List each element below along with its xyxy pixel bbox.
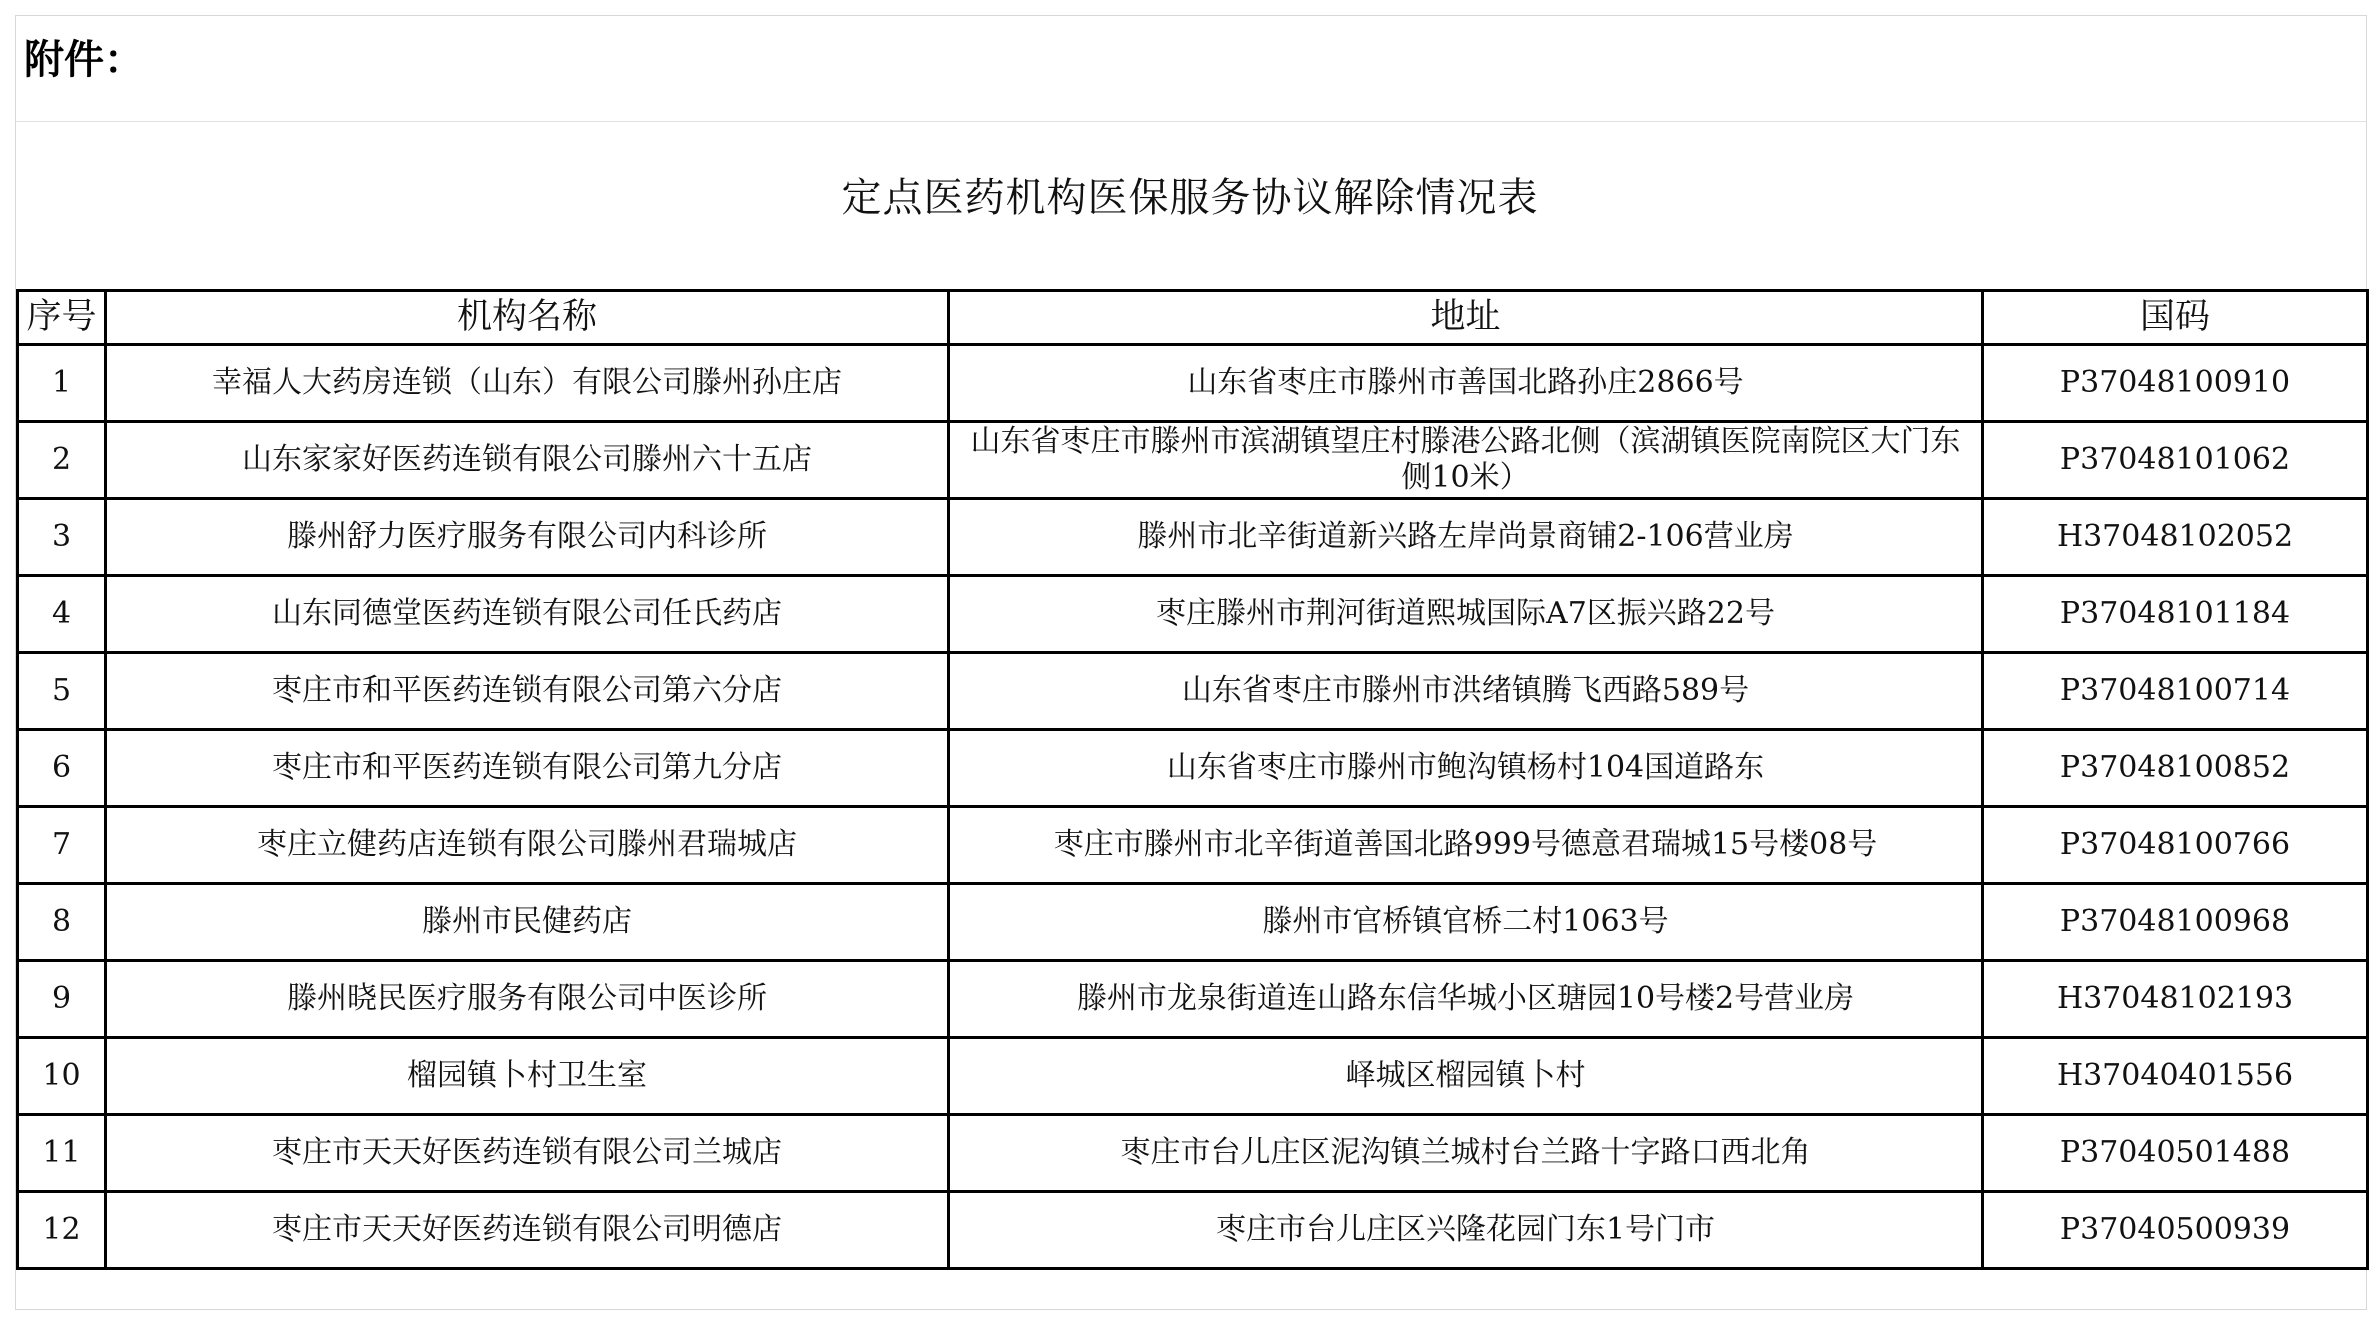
cell-code: P37048101062 [1983,422,2368,499]
cell-address: 滕州市官桥镇官桥二村1063号 [949,884,1983,961]
table-row [18,653,2368,730]
cell-name: 滕州晓民医疗服务有限公司中医诊所 [106,961,949,1038]
cell-no: 7 [18,807,106,884]
cell-address: 枣庄市台儿庄区泥沟镇兰城村台兰路十字路口西北角 [949,1115,1983,1192]
table-row [18,807,2368,884]
cell-no: 11 [18,1115,106,1192]
cell-no: 2 [18,422,106,499]
cell-address: 山东省枣庄市滕州市滨湖镇望庄村滕港公路北侧（滨湖镇医院南院区大门东侧10米） [949,422,1983,499]
header-address: 地址 [949,291,1983,345]
cell-code: P37048100910 [1983,345,2368,422]
attachment-label: 附件： [24,37,144,83]
header-row [18,291,2368,345]
cell-name: 枣庄立健药店连锁有限公司滕州君瑞城店 [106,807,949,884]
cell-name: 幸福人大药房连锁（山东）有限公司滕州孙庄店 [106,345,949,422]
cell-address: 峄城区榴园镇卜村 [949,1038,1983,1115]
cell-code: P37040500939 [1983,1192,2368,1269]
institution-table [16,289,2369,1270]
cell-address: 滕州市龙泉街道连山路东信华城小区瑭园10号楼2号营业房 [949,961,1983,1038]
header-name: 机构名称 [106,291,949,345]
cell-name: 滕州舒力医疗服务有限公司内科诊所 [106,499,949,576]
cell-no: 4 [18,576,106,653]
cell-no: 12 [18,1192,106,1269]
cell-code: P37048100968 [1983,884,2368,961]
table-row [18,499,2368,576]
cell-no: 10 [18,1038,106,1115]
table-header [18,291,2368,345]
header-no: 序号 [18,291,106,345]
cell-no: 3 [18,499,106,576]
cell-address: 山东省枣庄市滕州市鲍沟镇杨村104国道路东 [949,730,1983,807]
cell-name: 枣庄市天天好医药连锁有限公司兰城店 [106,1115,949,1192]
document-title: 定点医药机构医保服务协议解除情况表 [841,175,1539,221]
table-row [18,730,2368,807]
cell-address: 滕州市北辛街道新兴路左岸尚景商铺2-106营业房 [949,499,1983,576]
cell-name: 枣庄市和平医药连锁有限公司第六分店 [106,653,949,730]
table-body [18,345,2368,1269]
cell-name: 枣庄市和平医药连锁有限公司第九分店 [106,730,949,807]
cell-name: 山东家家好医药连锁有限公司滕州六十五店 [106,422,949,499]
header-code: 国码 [1983,291,2368,345]
table-row [18,422,2368,499]
cell-no: 5 [18,653,106,730]
cell-address: 山东省枣庄市滕州市洪绪镇腾飞西路589号 [949,653,1983,730]
table-row [18,1038,2368,1115]
table-row [18,1192,2368,1269]
cell-code: P37048100852 [1983,730,2368,807]
table-row [18,1115,2368,1192]
cell-address: 枣庄市滕州市北辛街道善国北路999号德意君瑞城15号楼08号 [949,807,1983,884]
cell-name: 山东同德堂医药连锁有限公司任氏药店 [106,576,949,653]
cell-no: 8 [18,884,106,961]
cell-code: P37048100714 [1983,653,2368,730]
cell-code: P37048101184 [1983,576,2368,653]
cell-name: 榴园镇卜村卫生室 [106,1038,949,1115]
cell-no: 9 [18,961,106,1038]
cell-address: 枣庄滕州市荆河街道熙城国际A7区振兴路22号 [949,576,1983,653]
divider [16,121,2366,122]
cell-code: P37048100766 [1983,807,2368,884]
table-row [18,884,2368,961]
cell-name: 滕州市民健药店 [106,884,949,961]
cell-code: P37040501488 [1983,1115,2368,1192]
cell-no: 1 [18,345,106,422]
table-row [18,345,2368,422]
cell-address: 山东省枣庄市滕州市善国北路孙庄2866号 [949,345,1983,422]
cell-no: 6 [18,730,106,807]
cell-address: 枣庄市台儿庄区兴隆花园门东1号门市 [949,1192,1983,1269]
table-row [18,961,2368,1038]
cell-code: H37048102052 [1983,499,2368,576]
cell-code: H37048102193 [1983,961,2368,1038]
cell-code: H37040401556 [1983,1038,2368,1115]
cell-name: 枣庄市天天好医药连锁有限公司明德店 [106,1192,949,1269]
table-row [18,576,2368,653]
